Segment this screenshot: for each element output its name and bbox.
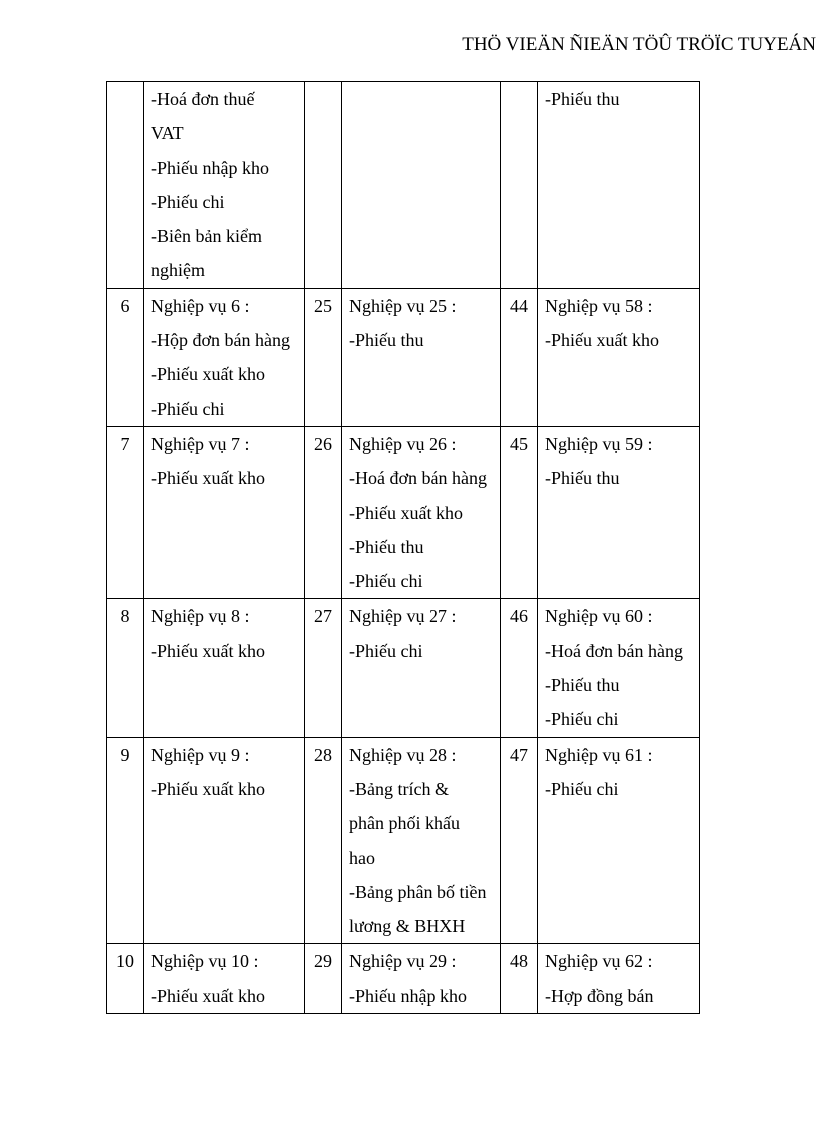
cell-line: Nghiệp vụ 61 : [545,744,653,765]
table-row [107,288,700,426]
row-number-cell: 48 [501,944,538,1014]
cell-line: nghiệm [151,260,205,281]
document-list-cell [342,944,501,1014]
document-list-cell [144,737,305,944]
document-list-cell [144,82,305,289]
document-list-cell [342,426,501,598]
document-table [106,81,700,1014]
cell-line: -Phiếu thu [545,468,620,489]
row-number-cell: 44 [501,288,538,426]
cell-line: -Phiếu xuất kho [545,330,659,351]
cell-line: -Phiếu chi [151,191,225,212]
cell-line: -Phiếu xuất kho [151,985,265,1006]
cell-line: -Phiếu xuất kho [151,364,265,385]
cell-line: -Phiếu thu [545,89,620,109]
row-number-cell: 6 [107,288,144,426]
cell-line: Nghiệp vụ 28 : [349,744,457,765]
cell-line: -Phiếu xuất kho [151,640,265,661]
cell-line: -Phiếu xuất kho [349,502,463,523]
cell-line: -Phiếu xuất kho [151,468,265,489]
document-list-cell [538,288,700,426]
cell-line: -Phiếu chi [349,640,423,661]
row-number-cell: 8 [107,599,144,737]
row-number-cell: 47 [501,737,538,944]
table-row [107,737,700,944]
page-header: THÖ VIEÄN ÑIEÄN TÖÛ TRÖÏC TUYEÁN [462,34,816,55]
document-list-cell [144,599,305,737]
cell-line: Nghiệp vụ 59 : [545,433,653,454]
row-number-cell [305,82,342,289]
cell-line: -Phiếu thu [349,330,424,351]
cell-line: Nghiệp vụ 27 : [349,606,457,627]
row-number-cell: 46 [501,599,538,737]
document-list-cell [538,82,700,289]
cell-line: Nghiệp vụ 62 : [545,951,653,972]
document-list-cell [144,426,305,598]
cell-line: -Biên bản kiểm [151,226,262,247]
document-list-cell [342,599,501,737]
document-list-cell [538,944,700,1014]
cell-line: -Phiếu thu [349,536,424,557]
document-list-cell [538,426,700,598]
cell-line: -Hộp đơn bán hàng [151,330,290,351]
cell-line: Nghiệp vụ 9 : [151,744,250,765]
cell-line: -Phiếu chi [545,709,619,730]
row-number-cell: 28 [305,737,342,944]
cell-line: -Bảng phân bố tiền [349,881,487,902]
cell-line: -Phiếu nhập kho [151,157,269,178]
cell-line: -Phiếu xuất kho [151,778,265,799]
row-number-cell: 29 [305,944,342,1014]
table-row [107,82,700,289]
cell-line: Nghiệp vụ 26 : [349,433,457,454]
cell-line: hao [349,847,375,868]
document-list-cell [342,288,501,426]
document-list-cell [342,737,501,944]
cell-line: -Bảng trích & [349,778,449,799]
table-row [107,426,700,598]
row-number-cell: 26 [305,426,342,598]
row-number-cell: 9 [107,737,144,944]
row-number-cell: 27 [305,599,342,737]
cell-line: -Phiếu chi [151,398,225,419]
cell-line: -Hợp đồng bán [545,985,654,1006]
document-list-cell [538,737,700,944]
table-row [107,944,700,1014]
cell-line: -Phiếu chi [349,571,423,592]
cell-line: lương & BHXH [349,916,466,937]
cell-line: Nghiệp vụ 10 : [151,951,259,972]
cell-line: -Phiếu chi [545,778,619,799]
cell-line: Nghiệp vụ 7 : [151,433,250,454]
row-number-cell: 45 [501,426,538,598]
cell-line: -Hoá đơn thuế [151,89,255,109]
cell-line: phân phối khấu [349,813,460,834]
cell-line: Nghiệp vụ 8 : [151,606,250,627]
row-number-cell [501,82,538,289]
cell-line: Nghiệp vụ 29 : [349,951,457,972]
cell-line: Nghiệp vụ 58 : [545,295,653,316]
row-number-cell: 10 [107,944,144,1014]
cell-line: Nghiệp vụ 60 : [545,606,653,627]
document-list-cell [144,944,305,1014]
table-row [107,599,700,737]
document-list-cell [144,288,305,426]
cell-line: -Phiếu nhập kho [349,985,467,1006]
row-number-cell: 7 [107,426,144,598]
row-number-cell: 25 [305,288,342,426]
document-list-cell [342,82,501,289]
cell-line: VAT [151,123,184,144]
cell-line: Nghiệp vụ 25 : [349,295,457,316]
document-list-cell [538,599,700,737]
cell-line: -Phiếu thu [545,675,620,696]
cell-line: -Hoá đơn bán hàng [349,468,487,489]
cell-line: -Hoá đơn bán hàng [545,640,683,661]
cell-line: Nghiệp vụ 6 : [151,295,250,316]
row-number-cell [107,82,144,289]
